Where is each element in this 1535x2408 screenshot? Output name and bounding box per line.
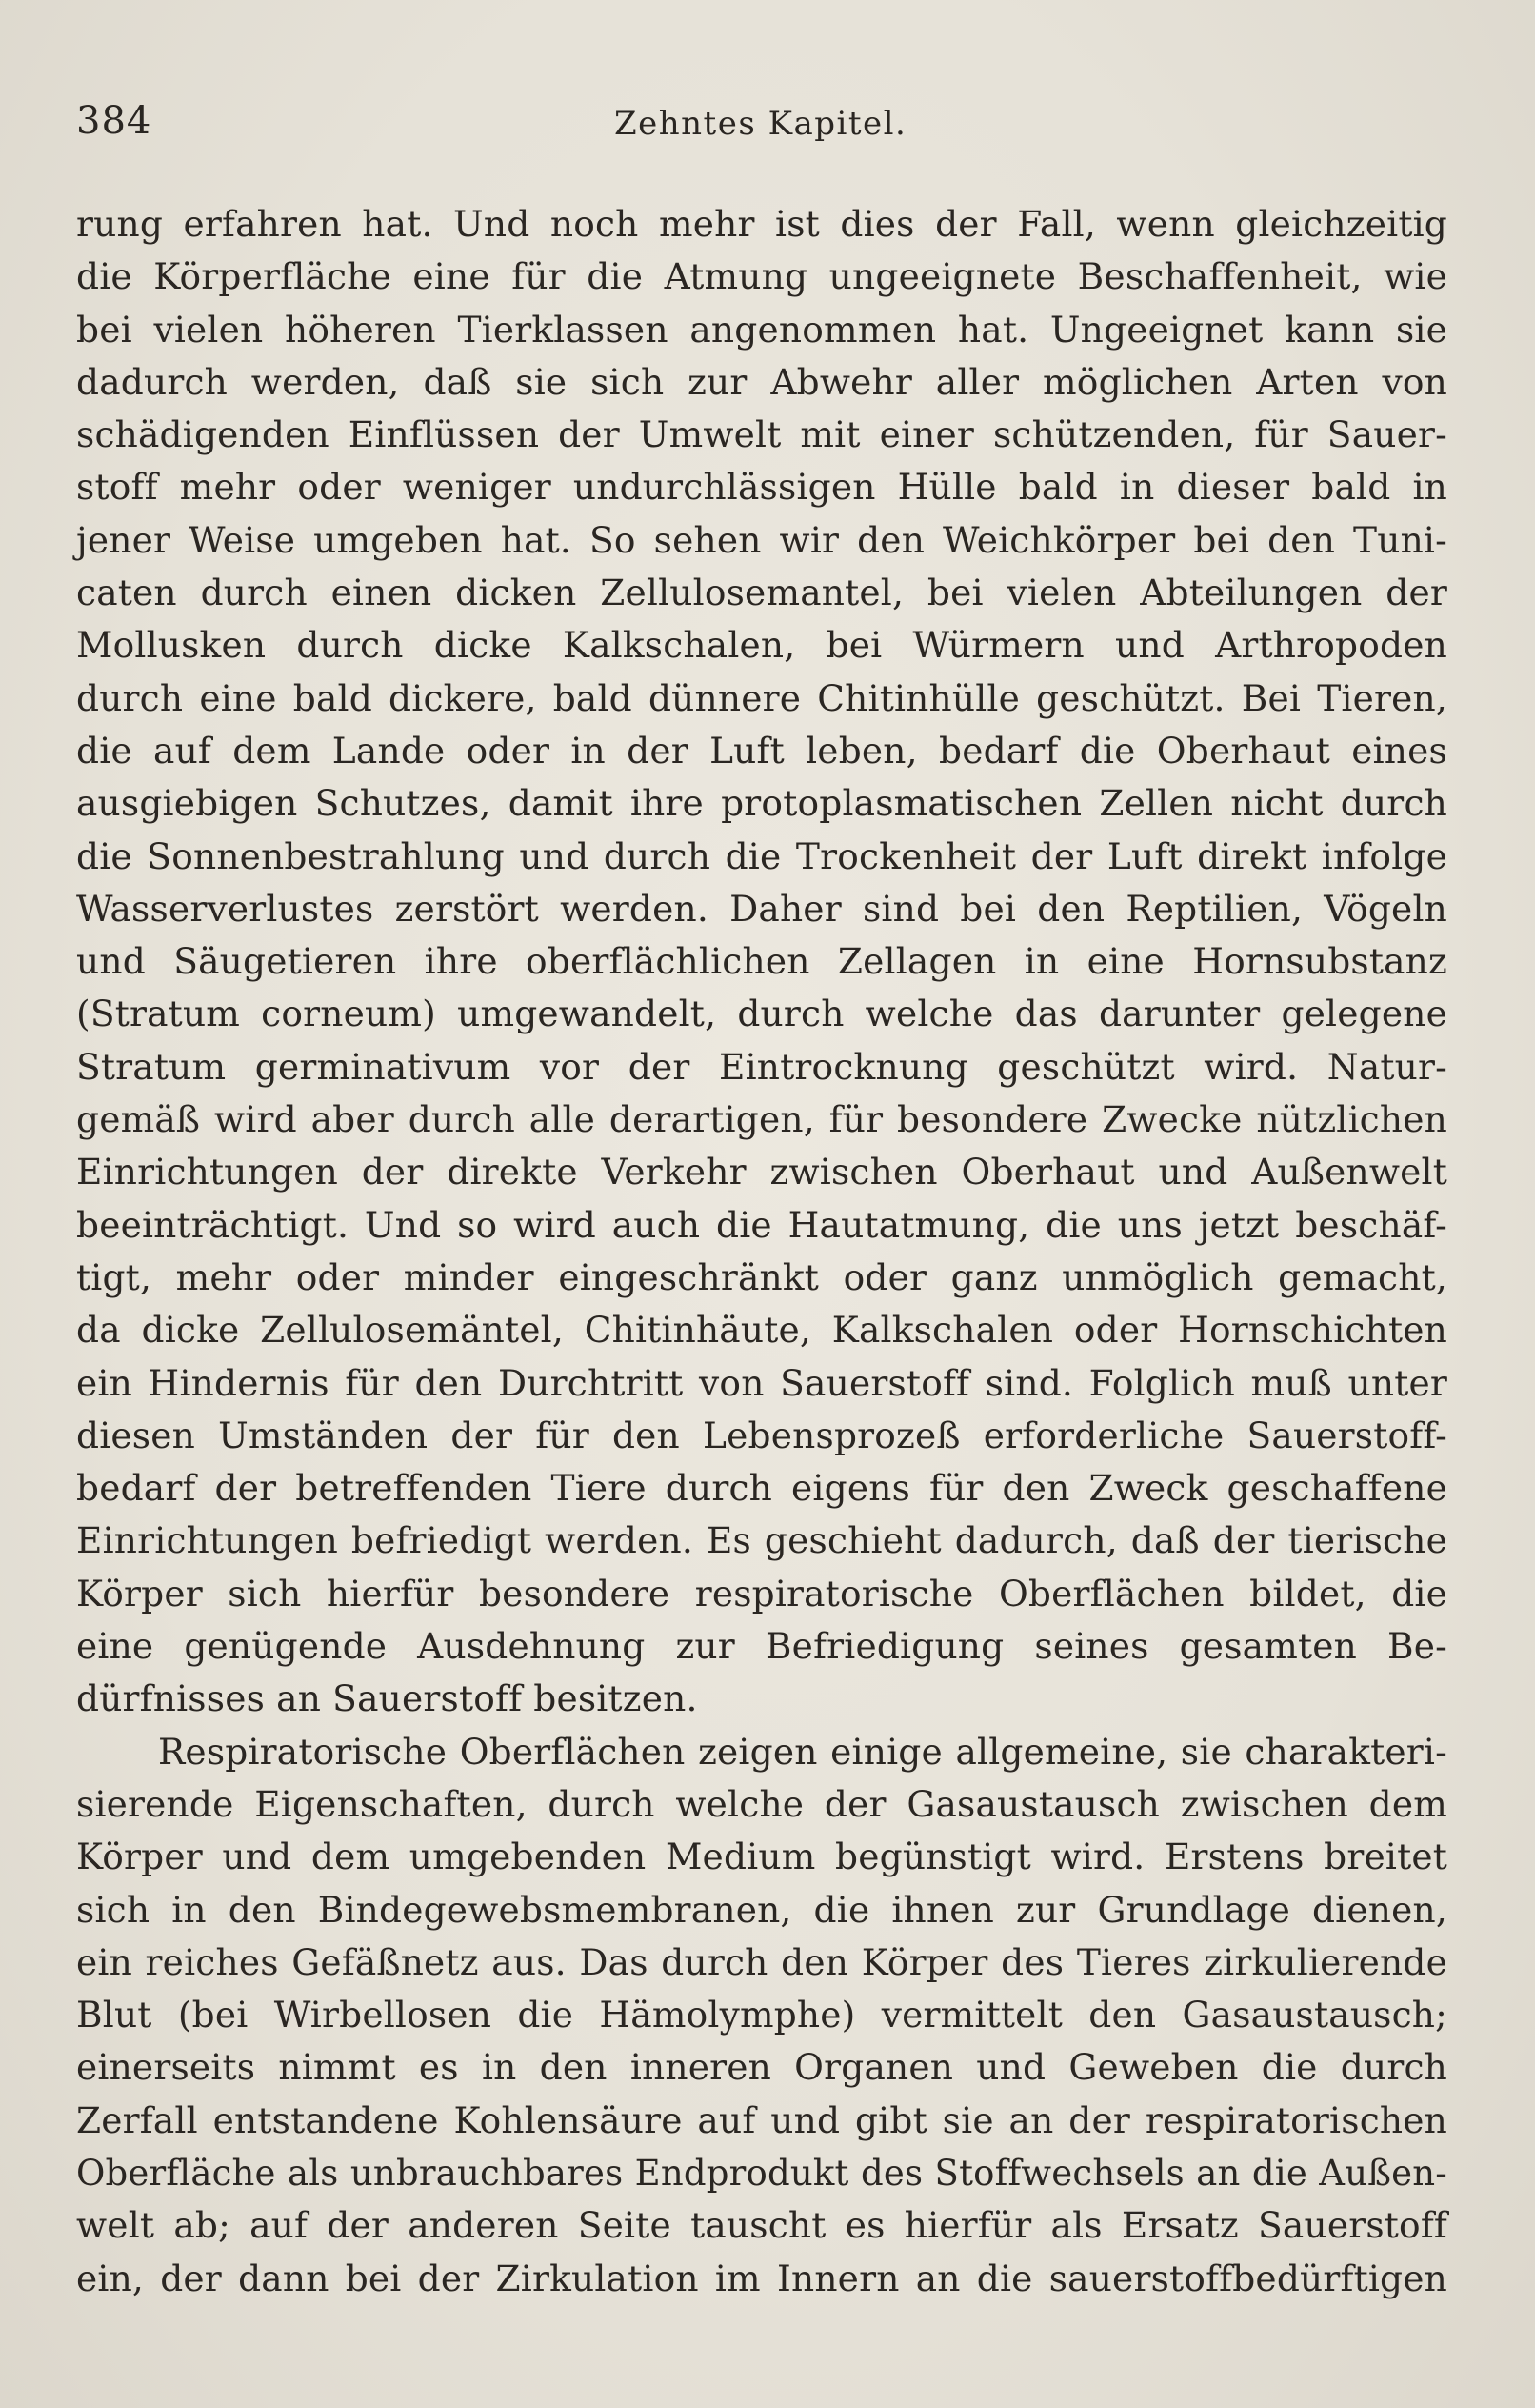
page-header bbox=[76, 99, 1447, 156]
text-line: die Körperfläche eine für die Atmung ungeeignete Beschaffenheit, wie bbox=[76, 255, 1447, 298]
text-line-paragraph-start: Respiratorische Oberflächen zeigen einige allgemeine, sie charakteri- bbox=[158, 1730, 1447, 1773]
text-line: eine genügende Ausdehnung zur Befriedigung seines gesamten Be- bbox=[76, 1625, 1447, 1668]
text-line: ein reiches Gefäßnetz aus. Das durch den Körper des Tieres zirkulierende bbox=[76, 1940, 1447, 1983]
text-line: die Sonnenbestrahlung und durch die Trockenheit der Luft direkt infolge bbox=[76, 834, 1447, 877]
text-line-paragraph-end: dürfnisses an Sauerstoff besitzen. bbox=[76, 1677, 698, 1720]
text-line: Stratum germinativum vor der Eintrocknung geschützt wird. Natur- bbox=[76, 1045, 1447, 1088]
text-line: bei vielen höheren Tierklassen angenommen hat. Ungeeignet kann sie bbox=[76, 308, 1447, 351]
text-line: ein Hindernis für den Durchtritt von Sauerstoff sind. Folglich muß unter bbox=[76, 1361, 1447, 1404]
text-line: Einrichtungen befriedigt werden. Es geschieht dadurch, daß der tierische bbox=[76, 1519, 1447, 1562]
text-line: Mollusken durch dicke Kalkschalen, bei Würmern und Arthropoden bbox=[76, 624, 1447, 667]
text-line: rung erfahren hat. Und noch mehr ist dies der Fall, wenn gleichzeitig bbox=[76, 203, 1447, 245]
page-number: 384 bbox=[76, 99, 152, 143]
text-line: die auf dem Lande oder in der Luft leben, bedarf die Oberhaut eines bbox=[76, 729, 1447, 772]
text-line: Körper sich hierfür besondere respiratorische Oberflächen bildet, die bbox=[76, 1572, 1447, 1615]
running-title: Zehntes Kapitel. bbox=[614, 105, 907, 143]
text-line: da dicke Zellulosemäntel, Chitinhäute, Kalkschalen oder Hornschichten bbox=[76, 1309, 1447, 1352]
text-line: (Stratum corneum) umgewandelt, durch welche das darunter gelegene bbox=[76, 993, 1447, 1035]
text-line: Wasserverlustes zerstört werden. Daher sind bei den Reptilien, Vögeln bbox=[76, 887, 1447, 930]
text-line: gemäß wird aber durch alle derartigen, für besondere Zwecke nützlichen bbox=[76, 1098, 1447, 1141]
text-line: stoff mehr oder weniger undurchlässigen Hülle bald in dieser bald in bbox=[76, 466, 1447, 509]
text-line: Einrichtungen der direkte Verkehr zwischen Oberhaut und Außenwelt bbox=[76, 1151, 1447, 1194]
text-line: Blut (bei Wirbellosen die Hämolymphe) vermittelt den Gasaustausch; bbox=[76, 1994, 1447, 2037]
text-line: Oberfläche als unbrauchbares Endprodukt des Stoffwechsels an die Außen- bbox=[76, 2152, 1447, 2194]
text-line: und Säugetieren ihre oberflächlichen Zellagen in eine Hornsubstanz bbox=[76, 940, 1447, 983]
text-line: sierende Eigenschaften, durch welche der Gasaustausch zwischen dem bbox=[76, 1782, 1447, 1825]
text-line: schädigenden Einflüssen der Umwelt mit einer schützenden, für Sauer- bbox=[76, 413, 1447, 456]
text-line: durch eine bald dickere, bald dünnere Chitinhülle geschützt. Bei Tieren, bbox=[76, 676, 1447, 719]
text-line: ein, der dann bei der Zirkulation im Innern an die sauerstoffbedürftigen bbox=[76, 2257, 1447, 2299]
text-line: caten durch einen dicken Zellulosemantel, bei vielen Abteilungen der bbox=[76, 572, 1447, 614]
text-line: welt ab; auf der anderen Seite tauscht es hierfür als Ersatz Sauerstoff bbox=[76, 2204, 1447, 2247]
body-text bbox=[76, 198, 1447, 2305]
text-line: ausgiebigen Schutzes, damit ihre protoplasmatischen Zellen nicht durch bbox=[76, 782, 1447, 825]
text-line: tigt, mehr oder minder eingeschränkt oder ganz unmöglich gemacht, bbox=[76, 1255, 1447, 1298]
text-line: jener Weise umgeben hat. So sehen wir den Weichkörper bei den Tuni- bbox=[76, 518, 1447, 561]
text-line: dadurch werden, daß sie sich zur Abwehr aller möglichen Arten von bbox=[76, 360, 1447, 403]
text-line: bedarf der betreffenden Tiere durch eigens für den Zweck geschaffene bbox=[76, 1467, 1447, 1510]
text-line: einerseits nimmt es in den inneren Organen und Geweben die durch bbox=[76, 2046, 1447, 2089]
text-line: beeinträchtigt. Und so wird auch die Hautatmung, die uns jetzt beschäf- bbox=[76, 1203, 1447, 1246]
text-line: Körper und dem umgebenden Medium begünstigt wird. Erstens breitet bbox=[76, 1836, 1447, 1878]
text-line: diesen Umständen der für den Lebensprozeß erforderliche Sauerstoff- bbox=[76, 1414, 1447, 1456]
text-line: sich in den Bindegewebsmembranen, die ihnen zur Grundlage dienen, bbox=[76, 1888, 1447, 1931]
text-line: Zerfall entstandene Kohlensäure auf und gibt sie an der respiratorischen bbox=[76, 2098, 1447, 2141]
